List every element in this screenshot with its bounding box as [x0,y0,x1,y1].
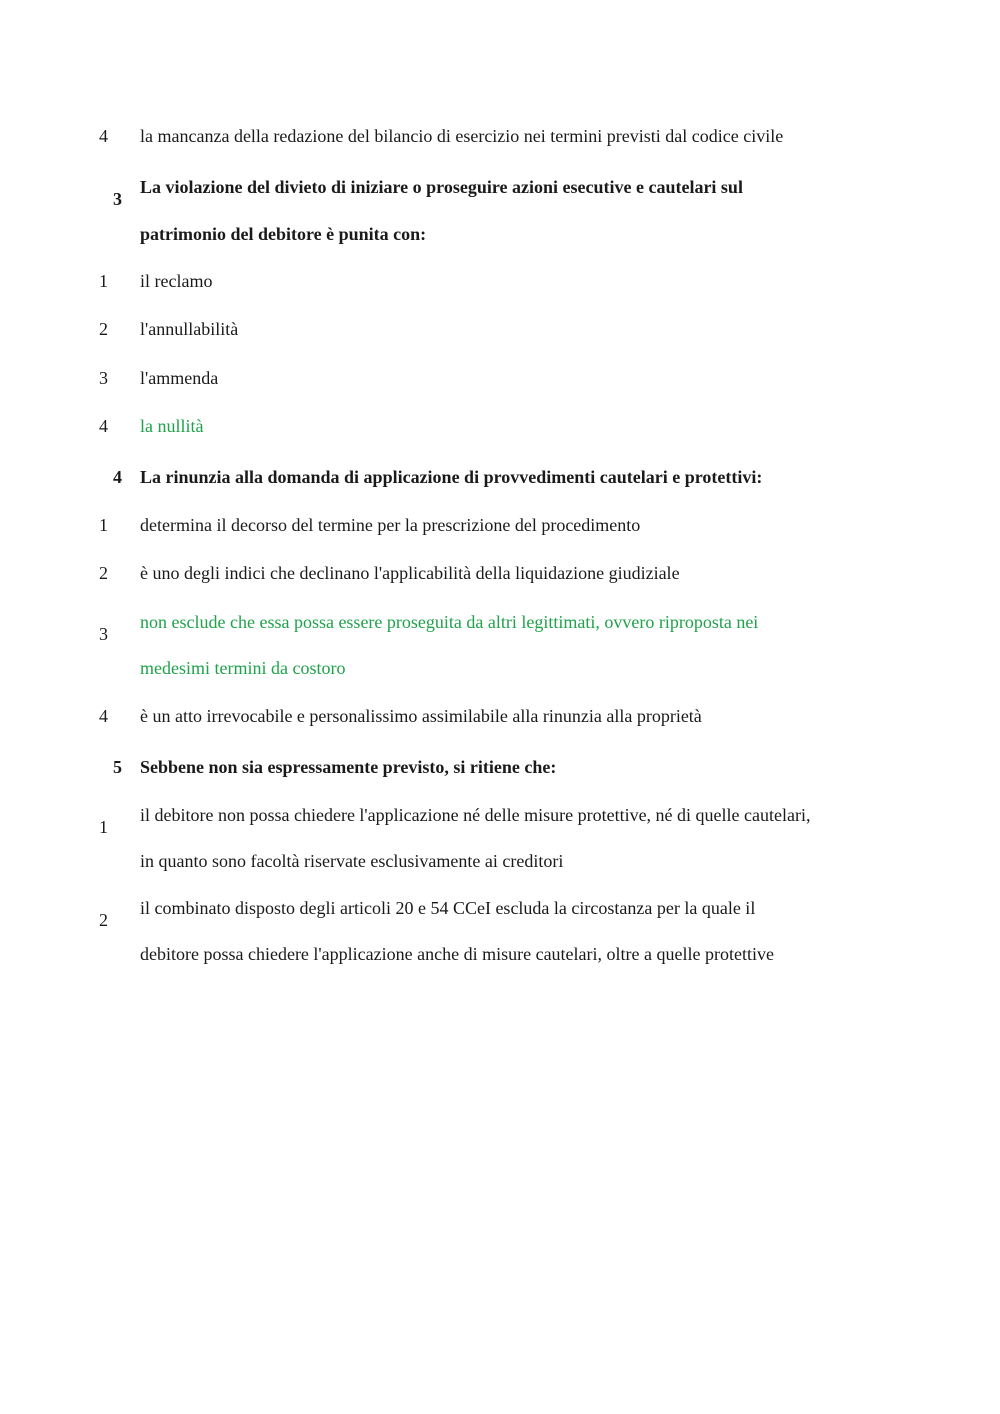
answer-text-line: la mancanza della redazione del bilancio di esercizio nei termini previsti dal codice civile [140,126,784,146]
answer-text-correct [140,414,900,438]
question-text-line: La violazione del divieto di iniziare o proseguire azioni esecutive e cautelari sul [140,177,743,197]
answer-text [140,896,900,966]
answer-text-line: non esclude che essa possa essere proseguita da altri legittimati, ovvero riproposta nei [140,612,759,632]
question-text-line: patrimonio del debitore è punita con: [140,224,427,244]
answer-number: 4 [99,126,108,146]
answer-number: 3 [99,624,108,644]
answer-number: 1 [99,817,108,837]
answer-text-line: in quanto sono facoltà riservate esclusivamente ai creditori [140,851,564,871]
answer-text [140,803,900,873]
answer-number: 1 [99,271,108,291]
answer-text [140,317,900,341]
answer-number: 2 [99,319,108,339]
answer-text-line: il reclamo [140,271,213,291]
answer-text-line: è un atto irrevocabile e personalissimo assimilabile alla rinunzia alla proprietà [140,706,702,726]
question-text [140,465,900,489]
answer-number: 4 [99,416,108,436]
answer-text-line: debitore possa chiedere l'applicazione anche di misure cautelari, oltre a quelle protettive [140,944,774,964]
answer-text-line: il combinato disposto degli articoli 20 e 54 CCeI escluda la circostanza per la quale il [140,898,756,918]
question-text [140,755,900,779]
answer-text-line: la nullità [140,416,204,436]
answer-text-correct [140,610,900,680]
answer-text [140,561,900,585]
answer-number: 2 [99,563,108,583]
answer-text [140,513,900,537]
answer-text [140,366,900,390]
question-text-line: La rinunzia alla domanda di applicazione di provvedimenti cautelari e protettivi: [140,467,763,487]
answer-number: 3 [99,368,108,388]
question-number: 3 [113,189,122,209]
answer-text [140,704,900,728]
answer-number: 4 [99,706,108,726]
answer-text-line: l'ammenda [140,368,219,388]
question-number: 5 [113,757,122,777]
answer-number: 1 [99,515,108,535]
answer-text-line: determina il decorso del termine per la prescrizione del procedimento [140,515,641,535]
question-number: 4 [113,467,122,487]
question-text-line: Sebbene non sia espressamente previsto, si ritiene che: [140,757,557,777]
answer-text-line: medesimi termini da costoro [140,658,346,678]
question-text [140,175,900,246]
answer-text [140,124,900,148]
answer-text-line: l'annullabilità [140,319,239,339]
answer-text-line: è uno degli indici che declinano l'applicabilità della liquidazione giudiziale [140,563,680,583]
answer-text-line: il debitore non possa chiedere l'applicazione né delle misure protettive, né di quelle cautelari, [140,805,811,825]
answer-text [140,269,900,293]
answer-number: 2 [99,910,108,930]
